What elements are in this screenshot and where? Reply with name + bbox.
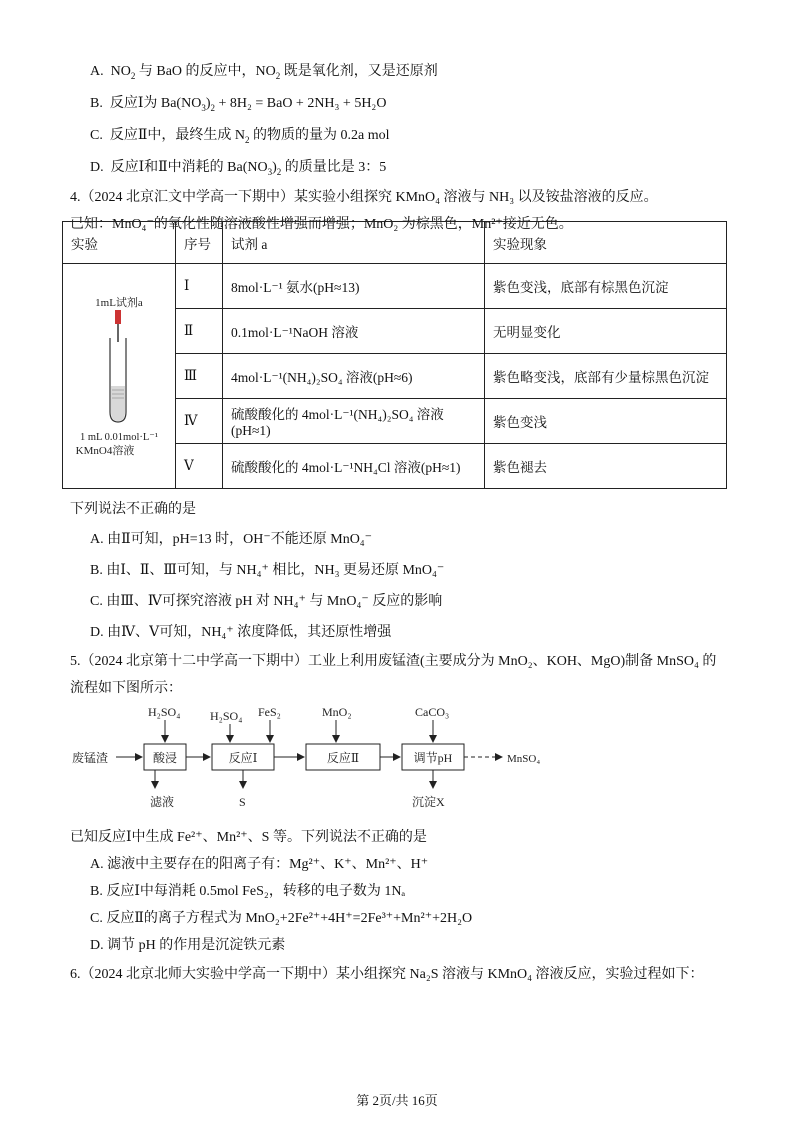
- flow-reagent-label: CaCO₃: [415, 705, 450, 719]
- row-number: Ⅰ: [176, 264, 223, 309]
- table-header: 实验: [63, 222, 176, 264]
- table-header: 实验现象: [485, 222, 727, 264]
- q5-stem-line1: 5.（2024 北京第十二中学高一下期中）工业上利用废锰渣(主要成分为 MnO₂、KOH、MgO)制备 MnSO₄ 的: [70, 654, 717, 669]
- subscript: 2: [276, 166, 282, 177]
- option-letter: A.: [90, 64, 104, 79]
- q4-known: 已知：MnO₄⁻的氧化性随溶液酸性增强而增强；MnO₂ 为棕黑色，Mn²⁺接近无色。: [70, 217, 573, 232]
- flow-input-label: 废锰渣: [72, 751, 109, 765]
- row-reagent: 0.1mol·L⁻¹NaOH 溶液: [223, 309, 485, 354]
- q4-stem: 4.（2024 北京汇文中学高一下期中）某实验小组探究 KMnO₄ 溶液与 NH₃ 以及铵盐溶液的反应。: [70, 190, 658, 205]
- option-text: 反应Ⅱ中，最终生成 N: [109, 128, 245, 143]
- row-number: Ⅲ: [176, 354, 223, 399]
- subscript: 3: [201, 102, 206, 113]
- option-text: ): [272, 160, 277, 175]
- q4-option-a: A. 由Ⅱ可知，pH=13 时，OH⁻不能还原 MnO₄⁻: [90, 532, 373, 547]
- flow-box-label: 反应Ⅱ: [326, 751, 360, 765]
- flow-reagent-label: FeS₂: [258, 705, 281, 719]
- apparatus-bottom-label-1: 1 mL 0.01mol·L⁻¹: [79, 432, 159, 443]
- q4-question: 下列说法不正确的是: [70, 502, 196, 517]
- option-letter: C.: [90, 128, 103, 143]
- flow-box-label: 酸浸: [152, 751, 178, 765]
- table-header: 序号: [176, 222, 223, 264]
- flow-output-label: 滤液: [150, 795, 175, 809]
- q5-known: 已知反应Ⅰ中生成 Fe²⁺、Mn²⁺、S 等。下列说法不正确的是: [70, 830, 427, 845]
- flow-reagent-label: MnO₂: [322, 705, 352, 719]
- flow-output-label: 沉淀X: [412, 795, 445, 809]
- flow-output-label: S: [239, 795, 246, 809]
- test-tube-diagram: [63, 264, 175, 484]
- option-text: 反应Ⅰ和Ⅱ中消耗的 Ba(NO: [110, 160, 268, 175]
- flow-reagent-label: H₂SO₄: [148, 705, 181, 719]
- q5-option-b: B. 反应Ⅰ中每消耗 0.5mol FeS₂，转移的电子数为 1Nₐ: [90, 884, 406, 899]
- option-text: 反应Ⅰ为 Ba(NO: [109, 96, 202, 111]
- row-reagent: 4mol·L⁻¹(NH₄)₂SO₄ 溶液(pH≈6): [223, 354, 485, 399]
- q3-option-b: [90, 95, 386, 113]
- q5-option-a: A. 滤液中主要存在的阳离子有：Mg²⁺、K⁺、Mn²⁺、H⁺: [90, 857, 429, 872]
- apparatus-top-label: 1mL试剂a: [95, 297, 143, 309]
- solution-icon: [111, 386, 125, 421]
- option-text: NO: [110, 64, 131, 79]
- apparatus-cell: [63, 264, 176, 489]
- subscript: 2: [244, 134, 250, 145]
- option-letter: B.: [90, 96, 103, 111]
- option-text: 的物质的量为 0.2a mol: [249, 128, 390, 143]
- row-observation: 紫色变浅，底部有棕黑色沉淀: [485, 264, 727, 309]
- flow-reagent-label: H₂SO₄: [210, 709, 243, 723]
- apparatus-bottom-label-2: KMnO4溶液: [75, 445, 135, 457]
- option-text: 既是氧化剂，又是还原剂: [280, 64, 438, 79]
- row-reagent: 8mol·L⁻¹ 氨水(pH≈13): [223, 264, 485, 309]
- experiment-table: [62, 221, 727, 489]
- page-footer: 第 2页/共 16页: [356, 1093, 438, 1108]
- q3-option-a: [90, 63, 438, 81]
- table-header-row: [63, 222, 727, 264]
- q4-option-b: B. 由Ⅰ、Ⅱ、Ⅲ可知，与 NH₄⁺ 相比，NH₃ 更易还原 MnO₄⁻: [90, 563, 445, 578]
- table-row: [63, 264, 727, 309]
- option-text: 的质量比是 3：5: [281, 160, 387, 175]
- q5-option-c: C. 反应Ⅱ的离子方程式为 MnO₂+2Fe²⁺+4H⁺=2Fe³⁺+Mn²⁺+2H₂O: [90, 911, 473, 926]
- option-text: + 8H₂ = BaO + 2NH₃ + 5H₂O: [214, 96, 387, 111]
- subscript: 2: [130, 70, 136, 81]
- subscript: 3: [267, 166, 273, 177]
- row-number: Ⅳ: [176, 399, 223, 444]
- dropper-bulb-icon: [115, 310, 121, 324]
- q4-option-c: C. 由Ⅲ、Ⅳ可探究溶液 pH 对 NH₄⁺ 与 MnO₄⁻ 反应的影响: [90, 594, 443, 609]
- option-text: 与 BaO 的反应中，NO: [135, 64, 276, 79]
- q3-option-c: [90, 127, 389, 145]
- flow-product-label: MnSO₄: [507, 753, 541, 765]
- q4-option-d: D. 由Ⅳ、Ⅴ可知，NH₄⁺ 浓度降低，其还原性增强: [90, 625, 392, 640]
- option-letter: D.: [90, 160, 104, 175]
- flow-box-label: 反应Ⅰ: [228, 751, 258, 765]
- row-reagent: 硫酸酸化的 4mol·L⁻¹(NH₄)₂SO₄ 溶液(pH≈1): [223, 399, 485, 444]
- subscript: 2: [210, 102, 215, 113]
- row-observation: 紫色变浅: [485, 399, 727, 444]
- row-reagent: 硫酸酸化的 4mol·L⁻¹NH₄Cl 溶液(pH≈1): [223, 444, 485, 489]
- q6-stem: 6.（2024 北京北师大实验中学高一下期中）某小组探究 Na₂S 溶液与 KMnO₄ 溶液反应，实验过程如下：: [70, 967, 704, 982]
- q5-stem-line2: 流程如下图所示：: [70, 681, 182, 696]
- flow-box-label: 调节pH: [413, 751, 453, 765]
- row-observation: 紫色褪去: [485, 444, 727, 489]
- row-observation: 无明显变化: [485, 309, 727, 354]
- process-flowchart: [60, 700, 580, 820]
- table-header: 试剂 a: [223, 222, 485, 264]
- option-text: ): [205, 96, 211, 111]
- q5-option-d: D. 调节 pH 的作用是沉淀铁元素: [90, 938, 286, 953]
- row-observation: 紫色略变浅，底部有少量棕黑色沉淀: [485, 354, 727, 399]
- row-number: Ⅴ: [176, 444, 223, 489]
- row-number: Ⅱ: [176, 309, 223, 354]
- q3-option-d: [90, 159, 386, 177]
- subscript: 2: [275, 70, 281, 81]
